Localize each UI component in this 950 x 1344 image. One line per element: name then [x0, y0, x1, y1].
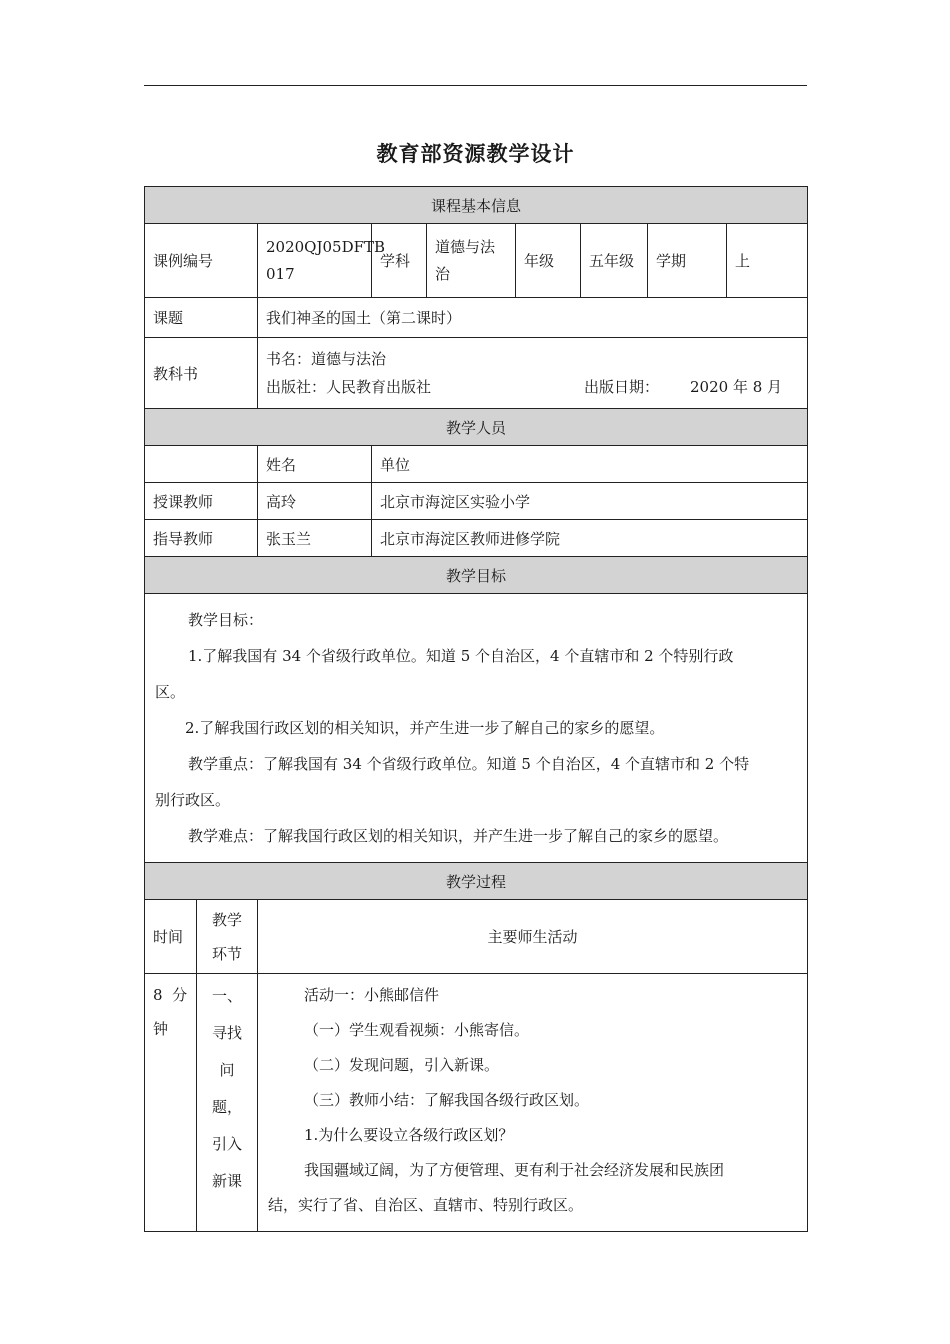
- staff-role: 授课教师: [145, 483, 258, 520]
- stage-line: 问: [219, 1061, 235, 1079]
- grade-label: 年级: [516, 224, 581, 298]
- activity-line: （三）教师小结：了解我国各级行政区划。: [304, 1091, 590, 1109]
- goal-item-1-cont: 区。: [155, 683, 186, 701]
- activity-line: 1.为什么要设立各级行政区划？: [304, 1126, 514, 1144]
- time-cell: [145, 974, 197, 1232]
- activity-line: 结，实行了省、自治区、直辖市、特别行政区。: [268, 1196, 584, 1214]
- course-code-label: 课例编号: [145, 224, 258, 298]
- key-point-cont: 别行政区。: [155, 791, 231, 809]
- activity-line: （一）学生观看视频：小熊寄信。: [304, 1021, 530, 1039]
- staff-name: 张玉兰: [258, 520, 372, 557]
- header-rule: [144, 85, 807, 86]
- publisher: 出版社：人民教育出版社: [266, 378, 432, 396]
- section-staff: 教学人员: [145, 409, 808, 446]
- section-goals: 教学目标: [145, 557, 808, 594]
- stage-header-line1: 教学: [211, 910, 242, 929]
- pub-date-value: 2020 年 8 月: [690, 378, 783, 396]
- staff-name: 高玲: [258, 483, 372, 520]
- time-line1: 8 分: [153, 986, 188, 1004]
- topic-label: 课题: [145, 298, 258, 338]
- staff-unit: 北京市海淀区教师进修学院: [372, 520, 808, 557]
- goal-item-2: 2.了解我国行政区划的相关知识，并产生进一步了解自己的家乡的愿望。: [185, 719, 665, 737]
- term-value: 上: [727, 224, 808, 298]
- stage-line: 引入: [211, 1135, 242, 1153]
- topic-value: 我们神圣的国土（第二课时）: [258, 298, 808, 338]
- book-name: 书名：道德与法治: [266, 350, 387, 368]
- section-basic-info: 课程基本信息: [145, 187, 808, 224]
- unit-header: 单位: [372, 446, 808, 483]
- document-title: 教育部资源教学设计: [376, 141, 575, 166]
- name-header: 姓名: [258, 446, 372, 483]
- section-process: 教学过程: [145, 863, 808, 900]
- staff-unit: 北京市海淀区实验小学: [372, 483, 808, 520]
- grade-value: 五年级: [581, 224, 648, 298]
- activity-header: 主要师生活动: [258, 900, 808, 974]
- activity-line: （二）发现问题，引入新课。: [304, 1056, 500, 1074]
- pub-date-label: 出版日期：: [584, 378, 660, 396]
- subject-line1: 道德与法: [435, 237, 496, 256]
- goals-heading: 教学目标：: [188, 611, 264, 629]
- activity-line: 我国疆域辽阔，为了方便管理、更有利于社会经济发展和民族团: [304, 1161, 725, 1179]
- publisher-row: [266, 373, 799, 401]
- stage-cell: [197, 974, 258, 1232]
- subject-label: 学科: [372, 224, 427, 298]
- course-code-line2: 017: [266, 264, 295, 283]
- activity-line: 活动一：小熊邮信件: [304, 986, 440, 1004]
- textbook-info: [258, 338, 808, 409]
- goal-item-1: 1.了解我国有 34 个省级行政单位。知道 5 个自治区，4 个直辖市和 2 个特别行政: [188, 647, 734, 665]
- stage-line: 寻找: [211, 1024, 242, 1042]
- lesson-design-table: [144, 186, 808, 1232]
- time-header: 时间: [145, 900, 197, 974]
- course-code-line1: 2020QJ05DFTB: [266, 237, 386, 256]
- stage-line: 题，: [211, 1098, 242, 1116]
- stage-header-line2: 环节: [211, 944, 242, 963]
- difficulty-point: 教学难点：了解我国行政区划的相关知识，并产生进一步了解自己的家乡的愿望。: [188, 827, 729, 845]
- staff-empty-cell: [145, 446, 258, 483]
- time-line2: 钟: [153, 1020, 169, 1038]
- textbook-label: 教科书: [145, 338, 258, 409]
- key-point: 教学重点：了解我国有 34 个省级行政单位。知道 5 个自治区，4 个直辖市和 2 个特: [188, 755, 750, 773]
- stage-line: 新课: [211, 1172, 242, 1190]
- term-label: 学期: [648, 224, 727, 298]
- stage-line: 一、: [211, 987, 242, 1005]
- course-code-value: [258, 224, 386, 298]
- subject-value: [427, 224, 516, 298]
- stage-header: [197, 900, 258, 974]
- activity-cell: [258, 974, 808, 1232]
- staff-role: 指导教师: [145, 520, 258, 557]
- subject-line2: 治: [435, 264, 451, 283]
- goals-content: [145, 594, 808, 863]
